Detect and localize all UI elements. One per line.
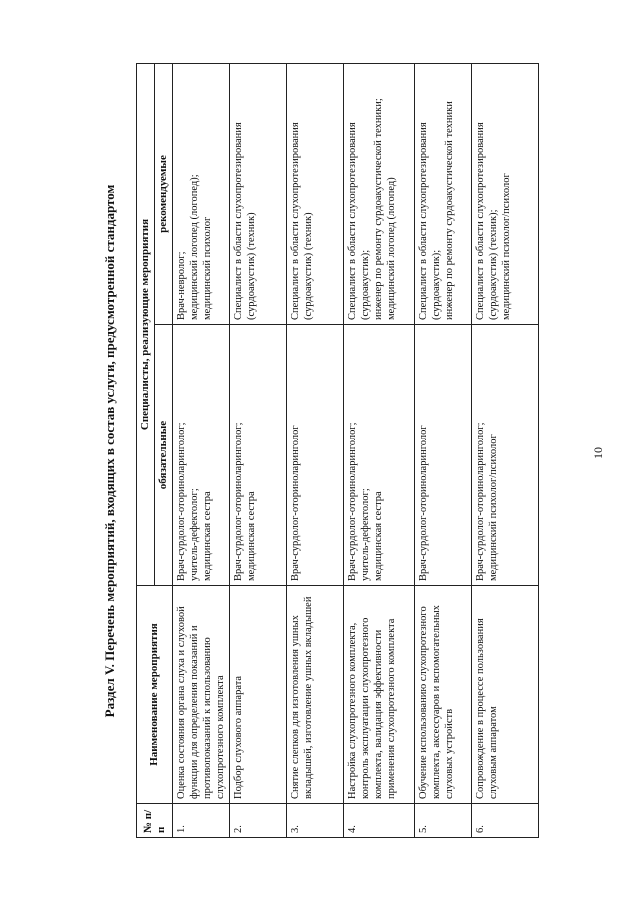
header-num: № п/п (137, 804, 173, 838)
row-activity: Настройка слухопротезного комплекта, контроль эксплуатации слухопротезного комплекта, валидация эффективности применения слухопротезного комплекта (344, 586, 415, 804)
activities-table (136, 63, 539, 838)
row-recommended: Специалист в области слухопротезирования (сурдоакустик) (техник); медицинский психолог/психолог (472, 64, 539, 325)
row-activity: Снятие слепков для изготовления ушных вкладышей, изготовление ушных вкладышей (287, 586, 344, 804)
row-num: 6. (472, 804, 539, 838)
row-recommended: Специалист в области слухопротезирования (сурдоакустик) (техник) (287, 64, 344, 325)
row-activity: Сопровождение в процессе пользования слуховым аппаратом (472, 586, 539, 804)
row-activity: Обучение использованию слухопротезного комплекта, аксессуаров и вспомогательных слуховых устройств (415, 586, 472, 804)
table-row (173, 64, 230, 838)
row-num: 1. (173, 804, 230, 838)
row-mandatory: Врач-сурдолог-оториноларинголог; учитель-дефектолог; медицинская сестра (173, 325, 230, 586)
header-specialists: Специалисты, реализующие мероприятия (137, 64, 155, 586)
row-activity: Подбор слухового аппарата (230, 586, 287, 804)
row-recommended: Специалист в области слухопротезирования (сурдоакустик); инженер по ремонту сурдоакустической техники; медицинский логопед (логопед) (344, 64, 415, 325)
page-number: 10 (591, 447, 605, 459)
row-mandatory: Врач-сурдолог-оториноларинголог (287, 325, 344, 586)
section-title: Раздел V. Перечень мероприятий, входящих в состав услуги, предусмотренной стандартом (102, 184, 117, 718)
row-num: 3. (287, 804, 344, 838)
activities-table-wrapper (136, 63, 539, 838)
row-mandatory: Врач-сурдолог-оториноларинголог; учитель-дефектолог; медицинская сестра (344, 325, 415, 586)
row-num: 4. (344, 804, 415, 838)
row-recommended: Специалист в области слухопротезирования (сурдоакустик); инженер по ремонту сурдоакустической техники (415, 64, 472, 325)
row-activity: Оценка состояния органа слуха и слуховой функции для определения показаний и противопоказаний к использованию слухопротезного комплекта (173, 586, 230, 804)
row-recommended: Врач-невролог; медицинский логопед (логопед); медицинский психолог (173, 64, 230, 325)
header-mandatory: обязательные (155, 325, 173, 586)
table-row (287, 64, 344, 838)
row-mandatory: Врач-сурдолог-оториноларинголог (415, 325, 472, 586)
table-row (230, 64, 287, 838)
header-recommended: рекомендуемые (155, 64, 173, 325)
row-recommended: Специалист в области слухопротезирования (сурдоакустик) (техник) (230, 64, 287, 325)
header-activity: Наименование мероприятия (137, 586, 173, 804)
table-row (415, 64, 472, 838)
row-num: 5. (415, 804, 472, 838)
table-row (344, 64, 415, 838)
row-mandatory: Врач-сурдолог-оториноларинголог; медицинская сестра (230, 325, 287, 586)
row-num: 2. (230, 804, 287, 838)
row-mandatory: Врач-сурдолог-оториноларинголог; медицинский психолог/психолог (472, 325, 539, 586)
table-row (472, 64, 539, 838)
